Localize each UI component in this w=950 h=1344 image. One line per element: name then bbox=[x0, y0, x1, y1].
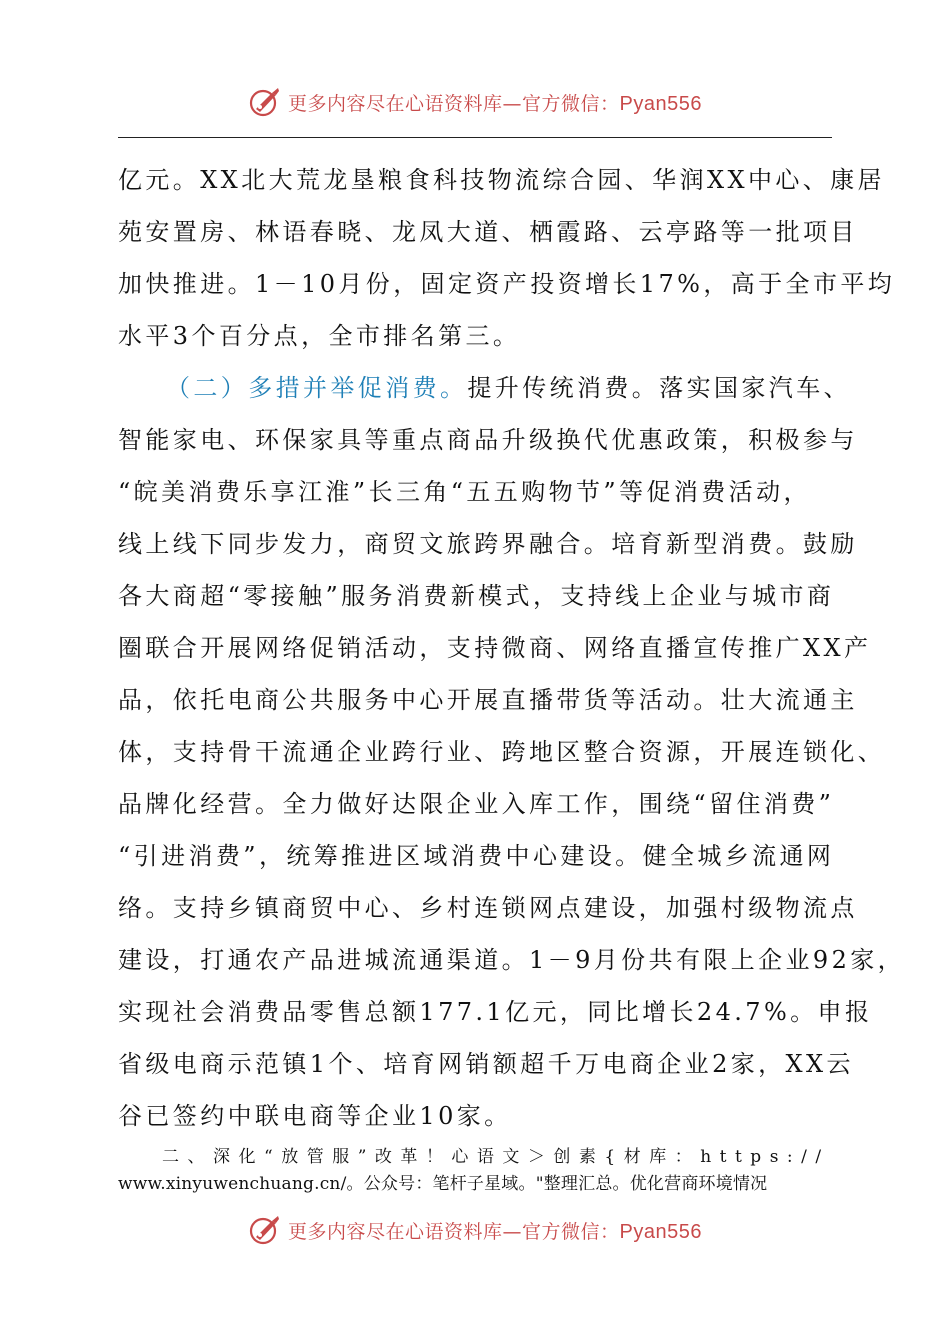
text-line: “引进消费”，统筹推进区域消费中心建设。健全城乡流通网 bbox=[118, 842, 835, 870]
text-line: 省级电商示范镇1个、培育网销额超千万电商企业2家，XX云 bbox=[118, 1050, 854, 1078]
footer-banner-text bbox=[288, 1217, 702, 1244]
header-divider bbox=[118, 137, 832, 138]
header-banner bbox=[0, 82, 950, 122]
text-line: 智能家电、环保家具等重点商品升级换代优惠政策，积极参与 bbox=[118, 426, 858, 454]
footer-note-line-1: 二、深化“放管服”改革！心语文＞创素{材库：https:// bbox=[162, 1147, 830, 1167]
footer-banner-content bbox=[248, 1213, 702, 1247]
banner-dash: — bbox=[502, 92, 523, 115]
footer-note-line-2: www.xinyuwenchuang.cn/。公众号：笔杆子星域。"整理汇总。优化营商环境情况 bbox=[118, 1174, 768, 1194]
banner-wechat-id: Pyan556 bbox=[619, 1220, 702, 1243]
section-heading: （二）多措并举促消费。 bbox=[166, 374, 468, 402]
banner-label: 官方微信： bbox=[522, 92, 620, 115]
header-banner-content bbox=[248, 85, 702, 119]
banner-dash: — bbox=[502, 1220, 523, 1243]
banner-label: 官方微信： bbox=[522, 1220, 620, 1243]
text-line: 品牌化经营。全力做好达限企业入库工作，围绕“留住消费” bbox=[118, 790, 835, 818]
text-line: “皖美消费乐享江淮”长三角“五五购物节”等促消费活动， bbox=[118, 478, 811, 506]
text-line: 加快推进。1－10月份，固定资产投资增长17%，高于全市平均 bbox=[118, 270, 896, 298]
text-line: 亿元。XX北大荒龙垦粮食科技物流综合园、华润XX中心、康居 bbox=[118, 166, 885, 194]
text-line: 各大商超“零接触”服务消费新模式，支持线上企业与城市商 bbox=[118, 582, 835, 610]
text-line: 圈联合开展网络促销活动，支持微商、网络直播宣传推广XX产 bbox=[118, 634, 872, 662]
section-first-text: 提升传统消费。落实国家汽车、 bbox=[467, 374, 852, 402]
text-line: 体，支持骨干流通企业跨行业、跨地区整合资源，开展连锁化、 bbox=[118, 738, 886, 766]
text-line: 实现社会消费品零售总额177.1亿元，同比增长24.7%。申报 bbox=[118, 998, 873, 1026]
document-body bbox=[118, 154, 906, 1142]
pen-logo-icon bbox=[248, 85, 282, 119]
text-line: 线上线下同步发力，商贸文旅跨界融合。培育新型消费。鼓励 bbox=[118, 530, 858, 558]
section-heading-line bbox=[118, 362, 852, 414]
text-line: 建设，打通农产品进城流通渠道。1－9月份共有限上企业92家， bbox=[118, 946, 906, 974]
text-line: 水平3个百分点，全市排名第三。 bbox=[118, 322, 521, 350]
text-line: 苑安置房、林语春晓、龙凤大道、栖霞路、云亭路等一批项目 bbox=[118, 218, 858, 246]
text-line: 谷已签约中联电商等企业10家。 bbox=[118, 1102, 512, 1130]
text-line: 络。支持乡镇商贸中心、乡村连锁网点建设，加强村级物流点 bbox=[118, 894, 858, 922]
footer-banner bbox=[0, 1210, 950, 1250]
banner-title: 更多内容尽在心语资料库 bbox=[288, 1220, 503, 1243]
pen-logo-icon bbox=[248, 1213, 282, 1247]
text-line: 品，依托电商公共服务中心开展直播带货等活动。壮大流通主 bbox=[118, 686, 858, 714]
banner-wechat-id: Pyan556 bbox=[619, 92, 702, 115]
header-banner-text bbox=[288, 89, 702, 116]
banner-title: 更多内容尽在心语资料库 bbox=[288, 92, 503, 115]
